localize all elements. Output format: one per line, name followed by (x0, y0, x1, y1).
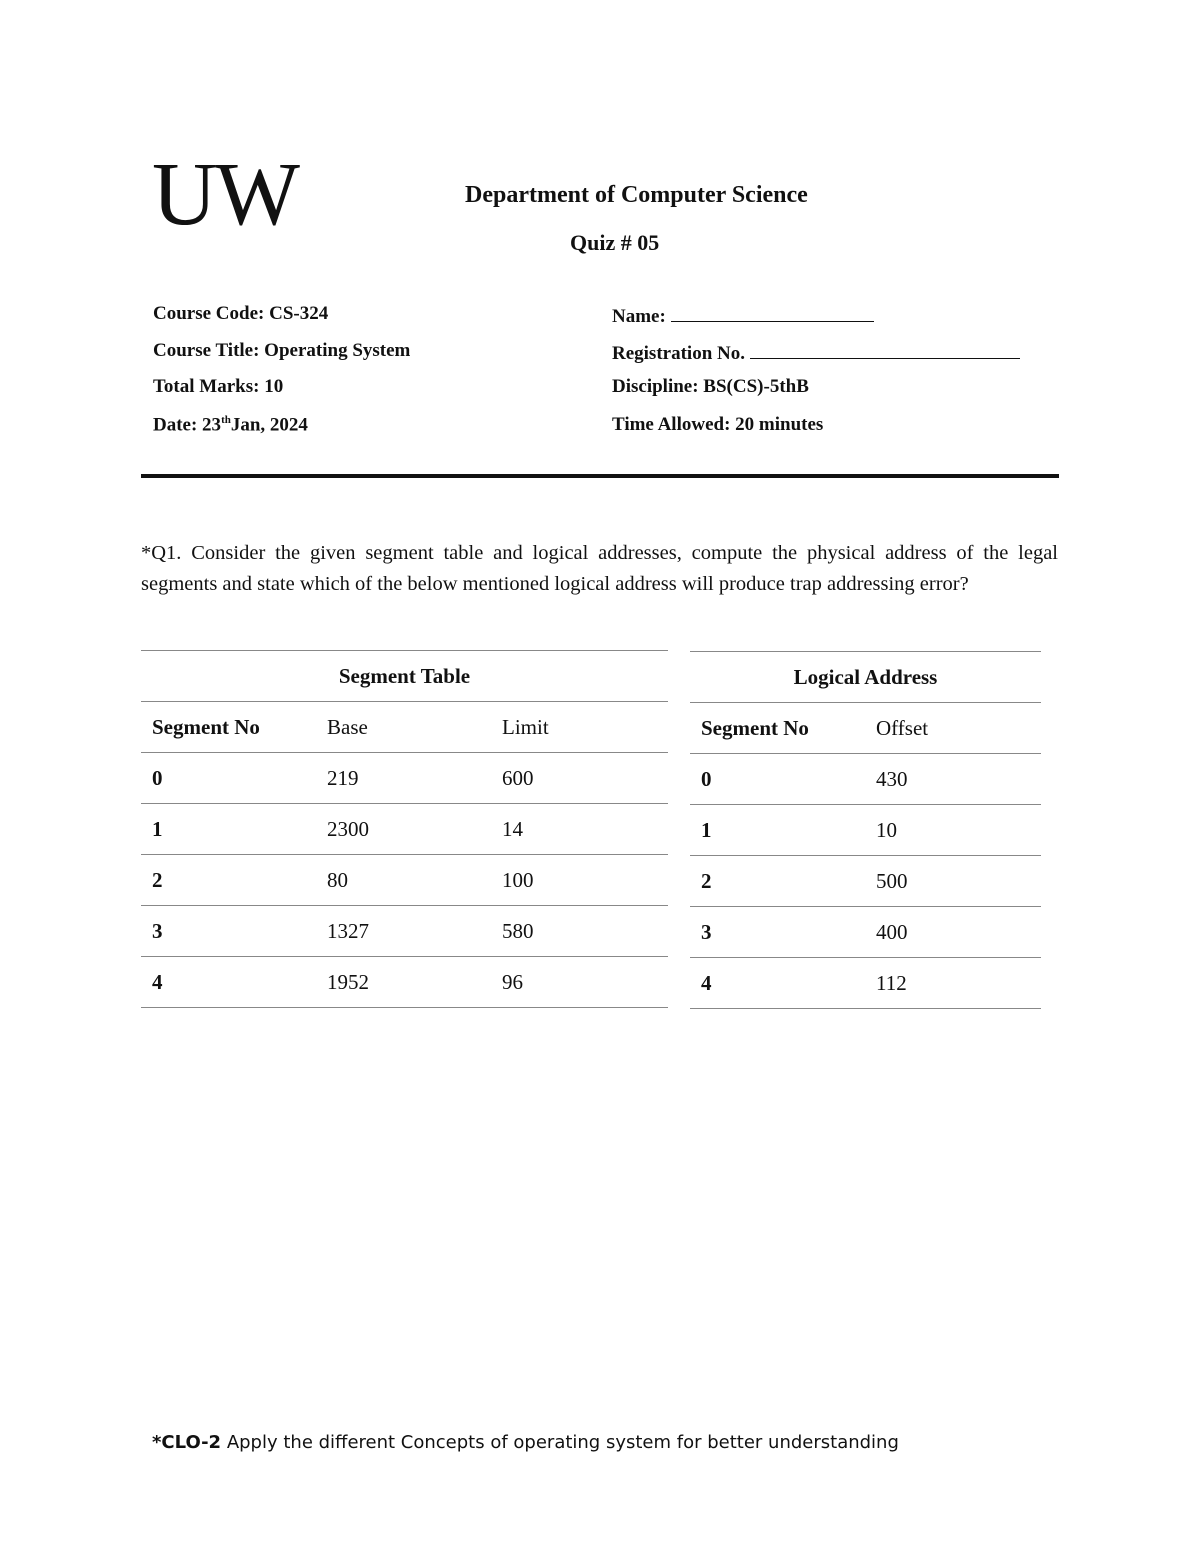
course-code: Course Code: CS-324 (153, 303, 329, 324)
segment-table (141, 650, 668, 1008)
offset-cell: 430 (876, 766, 908, 791)
table-row (690, 907, 1041, 958)
segment-table-header: Limit (502, 714, 549, 739)
segment-no-cell: 0 (152, 765, 163, 790)
logical-address-header: Offset (876, 715, 929, 740)
table-row (690, 805, 1041, 856)
time-allowed: Time Allowed: 20 minutes (612, 414, 824, 435)
header-divider (141, 474, 1059, 478)
limit-cell: 14 (502, 816, 523, 841)
name-label: Name: (612, 306, 666, 327)
clo-footnote (152, 1432, 899, 1453)
table-row (141, 906, 668, 957)
date-suffix: Jan, 2024 (230, 414, 308, 436)
segment-no-cell: 3 (701, 919, 712, 944)
segment-no-cell: 0 (701, 766, 712, 791)
registration-field (612, 340, 1020, 365)
registration-blank-line[interactable] (750, 340, 1020, 359)
logical-address-header: Segment No (701, 715, 809, 740)
date-prefix: Date: 23 (153, 414, 222, 436)
segment-table-header: Segment No (152, 714, 260, 739)
registration-label: Registration No. (612, 343, 745, 364)
segment-no-cell: 1 (701, 817, 712, 842)
segment-no-cell: 1 (152, 816, 163, 841)
clo-tag: *CLO-2 (152, 1432, 222, 1453)
department-title: Department of Computer Science (465, 182, 808, 208)
name-blank-line[interactable] (671, 303, 874, 322)
table-row (141, 957, 668, 1008)
limit-cell: 96 (502, 969, 523, 994)
segment-table-title-row (141, 651, 668, 702)
base-cell: 1327 (327, 918, 369, 943)
offset-cell: 400 (876, 919, 908, 944)
segment-table-header-row (141, 702, 668, 753)
segment-table-header: Base (327, 714, 368, 739)
table-row (141, 855, 668, 906)
quiz-title: Quiz # 05 (570, 230, 660, 255)
limit-cell: 580 (502, 918, 534, 943)
base-cell: 80 (327, 867, 348, 892)
segment-no-cell: 2 (152, 867, 163, 892)
date-superscript: th (221, 414, 231, 426)
logical-address-table (690, 651, 1041, 1009)
total-marks: Total Marks: 10 (153, 376, 284, 397)
table-row (690, 754, 1041, 805)
segment-no-cell: 4 (701, 970, 712, 995)
logical-address-header-row (690, 703, 1041, 754)
base-cell: 219 (327, 765, 359, 790)
segment-no-cell: 4 (152, 969, 163, 994)
segment-table-title: Segment Table (338, 663, 471, 688)
quiz-date (153, 414, 308, 436)
base-cell: 2300 (327, 816, 369, 841)
limit-cell: 600 (502, 765, 534, 790)
segment-no-cell: 3 (152, 918, 163, 943)
offset-cell: 112 (876, 970, 907, 995)
offset-cell: 500 (876, 868, 908, 893)
table-row (141, 804, 668, 855)
offset-cell: 10 (876, 817, 897, 842)
discipline: Discipline: BS(CS)-5thB (612, 376, 809, 397)
logical-address-title: Logical Address (793, 664, 938, 689)
logical-address-title-row (690, 652, 1041, 703)
limit-cell: 100 (502, 867, 534, 892)
name-field (612, 303, 874, 328)
table-row (690, 856, 1041, 907)
clo-text: Apply the different Concepts of operating system for better understanding (221, 1432, 899, 1453)
table-row (690, 958, 1041, 1009)
table-row (141, 753, 668, 804)
university-logo: UW (152, 145, 298, 244)
question-text: *Q1. Consider the given segment table and logical addresses, compute the physical address of the legal segments and state which of the below mentioned logical address will produce trap addressing error? (141, 542, 1058, 595)
course-title: Course Title: Operating System (153, 340, 411, 361)
base-cell: 1952 (327, 969, 369, 994)
segment-no-cell: 2 (701, 868, 712, 893)
